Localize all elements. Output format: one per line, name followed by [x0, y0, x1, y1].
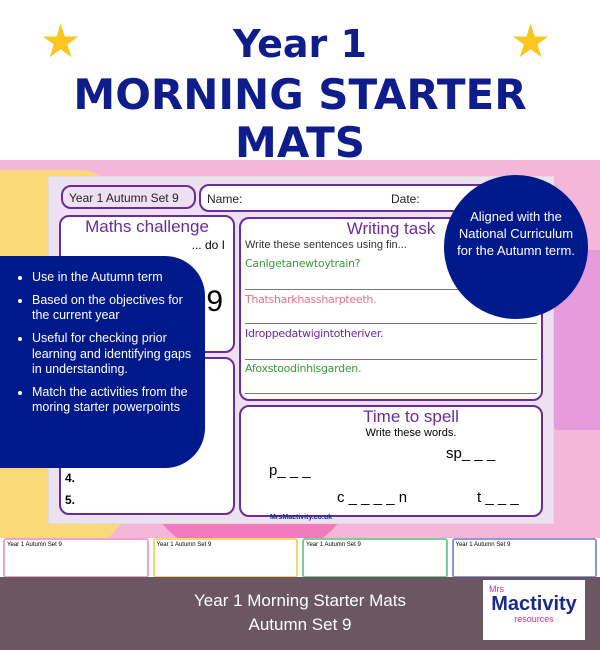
- logo-mrs: Mrs: [489, 584, 504, 594]
- maths-title: Maths: [85, 217, 132, 236]
- spell-word: sp_ _ _: [446, 445, 496, 462]
- thumbnail: Year 1 Autumn Set 9: [452, 538, 598, 578]
- name-label: Name:: [207, 192, 243, 206]
- spell-word: c _ _ _ _ n: [337, 489, 408, 506]
- title-line3: MATS: [235, 118, 365, 167]
- maths-question: ... do I: [191, 238, 225, 252]
- time-to-spell-box: [239, 405, 543, 517]
- feature-bullet: • Match the activities from the moring starter powerpoints: [32, 385, 195, 416]
- spell-title: Time to spell: [363, 407, 459, 426]
- logo-name: Mactivity: [491, 593, 577, 615]
- features-panel: [0, 256, 205, 468]
- divider: [245, 393, 537, 394]
- maths-row: 5.: [65, 493, 76, 507]
- star-icon: ★: [510, 15, 552, 67]
- feature-bullet: • Use in the Autumn term: [32, 270, 195, 286]
- title-line2: MORNING STARTER: [73, 70, 527, 119]
- date-label: Date:: [391, 192, 420, 206]
- divider: [245, 323, 537, 324]
- writing-title: Writing task: [346, 219, 436, 238]
- title-line1: Year 1: [233, 22, 367, 66]
- feature-bullet: • Useful for checking prior learning and identifying gaps in understanding.: [32, 331, 195, 378]
- sentence: Afoxstoodinhisgarden.: [245, 362, 362, 375]
- maths-title-row: [61, 217, 233, 237]
- thumbnail: Year 1 Autumn Set 9: [3, 538, 149, 578]
- curriculum-badge: Aligned with the National Curriculum for the Autumn term.: [444, 175, 588, 319]
- spell-word: p_ _ _: [269, 462, 311, 479]
- sentence: Idroppedatwigintotheriver.: [245, 327, 384, 340]
- spell-instruction: Write these words.: [365, 427, 457, 439]
- sentence: Thatsharkhassharpteeth.: [245, 293, 377, 306]
- mactivity-logo: [483, 580, 585, 640]
- thumbnail-strip: [0, 538, 600, 578]
- thumbnail: Year 1 Autumn Set 9: [302, 538, 448, 578]
- mat-footer-url: MrsMactivity.co.uk: [269, 514, 333, 521]
- maths-title2: challenge: [136, 217, 209, 236]
- spell-word: t _ _ _: [477, 489, 519, 506]
- set-label: Year 1 Autumn Set 9: [61, 185, 196, 209]
- feature-bullet: • Based on the objectives for the current year: [32, 293, 195, 324]
- sentence: CanIgetanewtoytrain?: [245, 257, 361, 270]
- maths-row: 4.: [65, 471, 76, 485]
- star-icon: ★: [40, 15, 82, 67]
- maths-number: 9: [206, 285, 223, 318]
- thumbnail: Year 1 Autumn Set 9: [153, 538, 299, 578]
- writing-instruction: Write these sentences using fin...: [245, 239, 407, 251]
- footer-line2: Autumn Set 9: [248, 614, 352, 634]
- divider: [245, 359, 537, 360]
- footer-line1: Year 1 Morning Starter Mats: [194, 591, 406, 610]
- logo-sub: resources: [514, 614, 554, 624]
